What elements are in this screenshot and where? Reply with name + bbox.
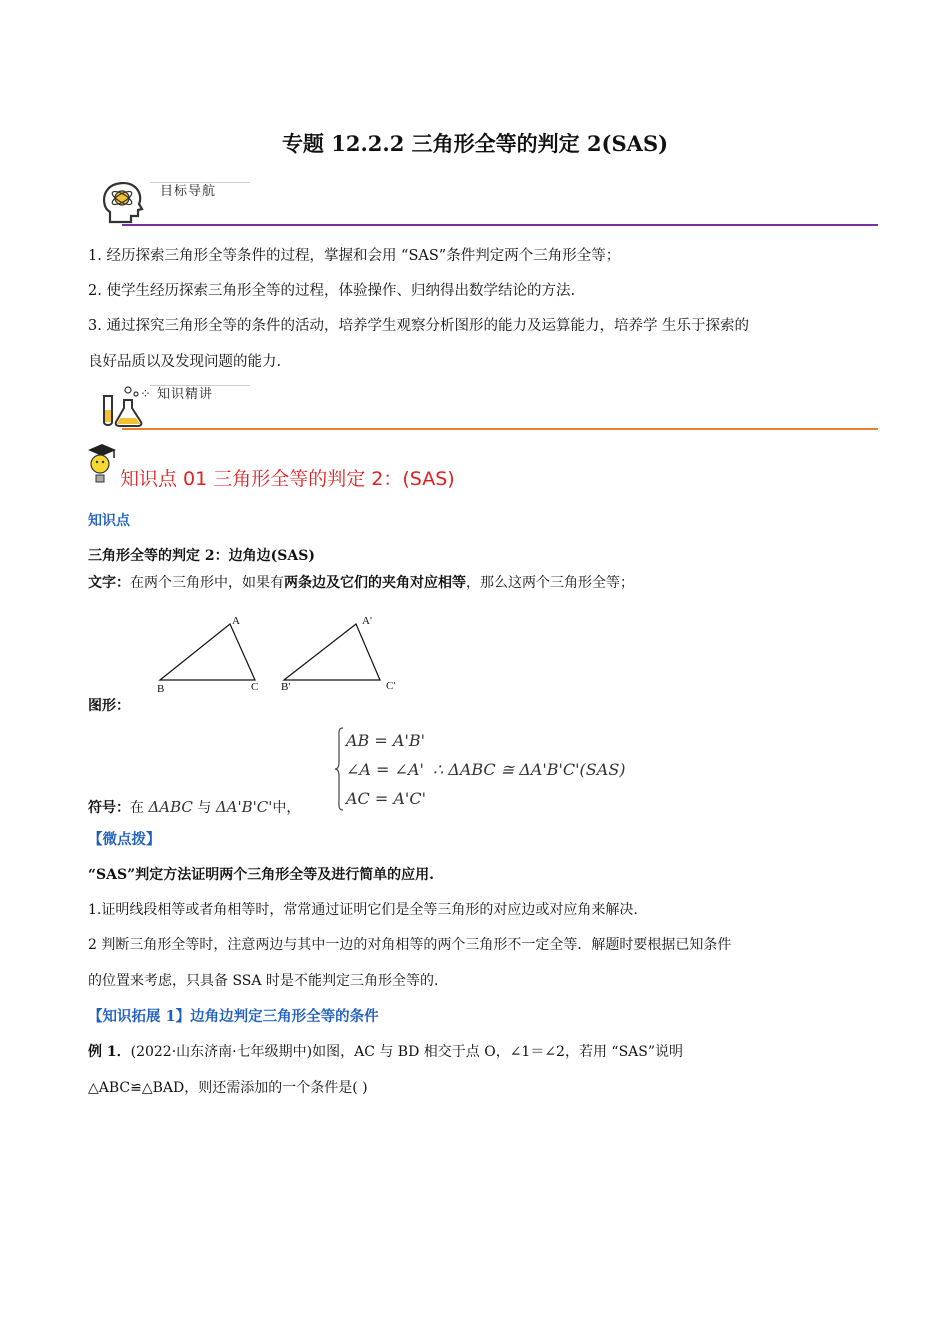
example-line-1 bbox=[88, 1041, 683, 1061]
goals-label-underline bbox=[150, 182, 250, 183]
extension-label: 【知识拓展 1】边角边判定三角形全等的条件 bbox=[88, 1008, 379, 1025]
rule-text-before: 在两个三角形中，如果有 bbox=[130, 575, 284, 591]
tips-line-1: 1.证明线段相等或者角相等时，常常通过证明它们是全等三角形的对应边或对应角来解决. bbox=[88, 902, 638, 918]
section-knowledge-label-text: 知识精讲 bbox=[157, 387, 214, 402]
label-c-prime: C' bbox=[386, 680, 396, 692]
triangle-abc bbox=[160, 624, 255, 680]
label-b-prime: B' bbox=[281, 681, 291, 693]
flask-icon bbox=[98, 382, 146, 428]
scholar-bulb-icon bbox=[84, 442, 120, 486]
symbol-tri2: ΔA'B'C' bbox=[215, 798, 273, 816]
rule-text-after: ，那么这两个三角形全等； bbox=[466, 575, 634, 591]
goal-item-1: 1. 经历探索三角形全等条件的过程，掌握和会用 “SAS”条件判定两个三角形全等； bbox=[88, 248, 621, 264]
tips-headline: “SAS”判定方法证明两个三角形全等及进行简单的应用. bbox=[88, 867, 435, 883]
example-text-1: (2022·山东济南·七年级期中)如图，AC 与 BD 相交于点 O，∠1＝∠2，若用 “SAS”说明 bbox=[130, 1044, 684, 1060]
section-goals-label: 目标导航 bbox=[160, 184, 217, 199]
label-b: B bbox=[157, 683, 165, 695]
label-c: C bbox=[251, 681, 259, 693]
condition-2: ∠A = ∠A' bbox=[346, 760, 424, 779]
goal-item-4: 良好品质以及发现问题的能力. bbox=[88, 354, 282, 370]
sparkle-icon: ⁘ bbox=[140, 387, 158, 402]
example-line-2: △ABC≌△BAD，则还需添加的一个条件是( ) bbox=[88, 1080, 368, 1096]
conclusion: ∴ ΔABC ≅ ΔA'B'C'(SAS) bbox=[433, 760, 626, 779]
tips-line-3: 的位置来考虑，只具备 SSA 时是不能判定三角形全等的. bbox=[88, 973, 439, 989]
symbol-label: 符号： bbox=[88, 800, 130, 816]
orange-divider bbox=[122, 428, 878, 430]
page-title: 专题 12.2.2 三角形全等的判定 2(SAS) bbox=[281, 131, 669, 156]
knowledge-sub-label: 知识点 bbox=[88, 513, 130, 529]
condition-3: AC = A'C' bbox=[346, 789, 426, 808]
goal-item-2: 2. 使学生经历探索三角形全等的过程，体验操作、归纳得出数学结论的方法. bbox=[88, 283, 576, 299]
knowledge-point-heading: 知识点 01 三角形全等的判定 2：(SAS) bbox=[120, 468, 455, 490]
label-a: A bbox=[232, 615, 240, 627]
rule-title: 三角形全等的判定 2：边角边(SAS) bbox=[88, 548, 315, 564]
symbol-in: 在 bbox=[130, 800, 144, 816]
label-a-prime: A' bbox=[362, 615, 372, 627]
symbol-and: 与 bbox=[197, 800, 212, 816]
triangle-abc-prime bbox=[284, 624, 380, 680]
goal-item-3: 3. 通过探究三角形全等的条件的活动，培养学生观察分析图形的能力及运算能力，培养学 生乐于探索的 bbox=[88, 318, 750, 334]
condition-1: AB = A'B' bbox=[346, 731, 425, 750]
figure-label: 图形： bbox=[88, 698, 130, 714]
example-prefix: 例 1． bbox=[88, 1044, 131, 1060]
rule-text-bold: 两条边及它们的夹角对应相等 bbox=[284, 575, 466, 591]
symbol-tri1: ΔABC bbox=[148, 798, 193, 816]
symbol-mid: 中， bbox=[272, 800, 301, 816]
tips-line-2: 2 判断三角形全等时，注意两边与其中一边的对角相等的两个三角形不一定全等．解题时要根据已知条件 bbox=[88, 937, 732, 953]
knowledge-label-underline bbox=[150, 385, 250, 386]
purple-divider bbox=[122, 224, 878, 226]
symbol-line bbox=[88, 797, 300, 817]
rule-text-prefix: 文字： bbox=[88, 575, 130, 591]
rule-text bbox=[88, 572, 634, 592]
brace bbox=[333, 726, 345, 812]
tips-label: 【微点拨】 bbox=[88, 831, 161, 848]
head-brain-icon bbox=[98, 178, 146, 224]
